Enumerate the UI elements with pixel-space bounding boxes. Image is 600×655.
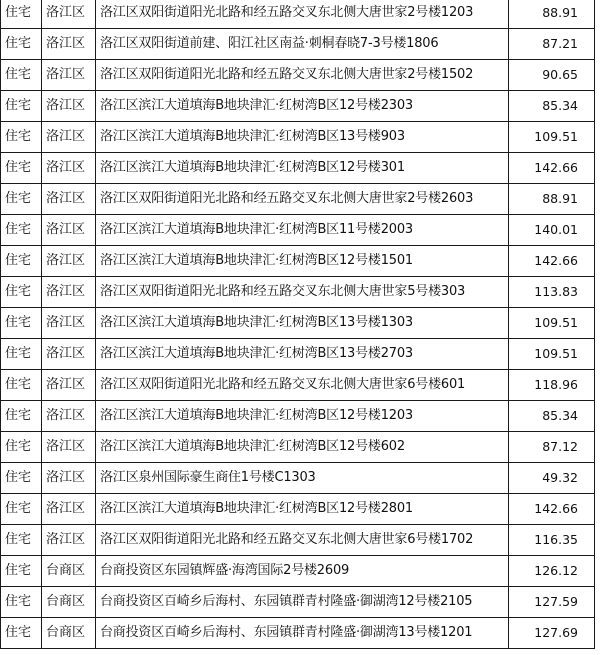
table-row <box>1 618 595 649</box>
property-type-cell: 住宅 <box>1 556 42 587</box>
table-row <box>1 153 595 184</box>
property-type-cell: 住宅 <box>1 587 42 618</box>
address-cell: 洛江区泉州国际豪生商住1号楼C1303 <box>96 463 509 494</box>
address-cell: 洛江区双阳街道阳光北路和经五路交叉东北侧大唐世家2号楼1502 <box>96 60 509 91</box>
address-cell: 洛江区双阳街道阳光北路和经五路交叉东北侧大唐世家2号楼1203 <box>96 0 509 29</box>
district-cell: 洛江区 <box>42 463 96 494</box>
table-row <box>1 339 595 370</box>
property-type-cell: 住宅 <box>1 60 42 91</box>
address-cell: 台商投资区东园镇辉盛·海湾国际2号楼2609 <box>96 556 509 587</box>
address-cell: 台商投资区百崎乡后海村、东园镇群青村隆盛·御湖湾13号楼1201 <box>96 618 509 649</box>
property-type-cell: 住宅 <box>1 215 42 246</box>
address-cell: 洛江区滨江大道填海B地块津汇·红树湾B区13号楼1303 <box>96 308 509 339</box>
district-cell: 洛江区 <box>42 0 96 29</box>
table-row <box>1 587 595 618</box>
address-cell: 洛江区滨江大道填海B地块津汇·红树湾B区12号楼2801 <box>96 494 509 525</box>
property-type-cell: 住宅 <box>1 618 42 649</box>
table-row <box>1 29 595 60</box>
district-cell: 台商区 <box>42 618 96 649</box>
area-cell: 85.34 <box>509 401 595 432</box>
district-cell: 洛江区 <box>42 432 96 463</box>
district-cell: 洛江区 <box>42 215 96 246</box>
district-cell: 洛江区 <box>42 494 96 525</box>
area-cell: 88.91 <box>509 184 595 215</box>
address-cell: 洛江区滨江大道填海B地块津汇·红树湾B区13号楼2703 <box>96 339 509 370</box>
area-cell: 126.12 <box>509 556 595 587</box>
table-row <box>1 463 595 494</box>
property-type-cell: 住宅 <box>1 91 42 122</box>
area-cell: 142.66 <box>509 153 595 184</box>
area-cell: 118.96 <box>509 370 595 401</box>
district-cell: 洛江区 <box>42 60 96 91</box>
address-cell: 台商投资区百崎乡后海村、东园镇群青村隆盛·御湖湾12号楼2105 <box>96 587 509 618</box>
table-row <box>1 122 595 153</box>
property-type-cell: 住宅 <box>1 29 42 60</box>
property-type-cell: 住宅 <box>1 339 42 370</box>
property-type-cell: 住宅 <box>1 525 42 556</box>
table-row <box>1 556 595 587</box>
table-row <box>1 432 595 463</box>
address-cell: 洛江区滨江大道填海B地块津汇·红树湾B区12号楼301 <box>96 153 509 184</box>
area-cell: 109.51 <box>509 308 595 339</box>
district-cell: 洛江区 <box>42 153 96 184</box>
address-cell: 洛江区双阳街道阳光北路和经五路交叉东北侧大唐世家5号楼303 <box>96 277 509 308</box>
district-cell: 洛江区 <box>42 246 96 277</box>
property-type-cell: 住宅 <box>1 153 42 184</box>
address-cell: 洛江区滨江大道填海B地块津汇·红树湾B区11号楼2003 <box>96 215 509 246</box>
property-type-cell: 住宅 <box>1 246 42 277</box>
area-cell: 90.65 <box>509 60 595 91</box>
address-cell: 洛江区滨江大道填海B地块津汇·红树湾B区12号楼1203 <box>96 401 509 432</box>
property-type-cell: 住宅 <box>1 370 42 401</box>
district-cell: 洛江区 <box>42 339 96 370</box>
table-row <box>1 60 595 91</box>
district-cell: 洛江区 <box>42 370 96 401</box>
property-type-cell: 住宅 <box>1 463 42 494</box>
address-cell: 洛江区双阳街道阳光北路和经五路交叉东北侧大唐世家2号楼2603 <box>96 184 509 215</box>
table-row <box>1 215 595 246</box>
address-cell: 洛江区双阳街道阳光北路和经五路交叉东北侧大唐世家6号楼1702 <box>96 525 509 556</box>
table-row <box>1 401 595 432</box>
district-cell: 洛江区 <box>42 184 96 215</box>
table-row <box>1 308 595 339</box>
property-type-cell: 住宅 <box>1 122 42 153</box>
property-type-cell: 住宅 <box>1 308 42 339</box>
table-row <box>1 525 595 556</box>
area-cell: 88.91 <box>509 0 595 29</box>
property-table-body <box>1 0 595 649</box>
area-cell: 127.69 <box>509 618 595 649</box>
address-cell: 洛江区滨江大道填海B地块津汇·红树湾B区12号楼602 <box>96 432 509 463</box>
property-type-cell: 住宅 <box>1 277 42 308</box>
district-cell: 洛江区 <box>42 122 96 153</box>
property-type-cell: 住宅 <box>1 0 42 29</box>
table-row <box>1 370 595 401</box>
area-cell: 87.21 <box>509 29 595 60</box>
area-cell: 113.83 <box>509 277 595 308</box>
area-cell: 109.51 <box>509 122 595 153</box>
address-cell: 洛江区双阳街道前建、阳江社区南益·刺桐春晓7-3号楼1806 <box>96 29 509 60</box>
table-row <box>1 277 595 308</box>
area-cell: 85.34 <box>509 91 595 122</box>
area-cell: 142.66 <box>509 494 595 525</box>
property-type-cell: 住宅 <box>1 401 42 432</box>
area-cell: 109.51 <box>509 339 595 370</box>
table-row <box>1 184 595 215</box>
table-row <box>1 91 595 122</box>
address-cell: 洛江区滨江大道填海B地块津汇·红树湾B区13号楼903 <box>96 122 509 153</box>
district-cell: 洛江区 <box>42 277 96 308</box>
district-cell: 洛江区 <box>42 91 96 122</box>
district-cell: 台商区 <box>42 587 96 618</box>
district-cell: 台商区 <box>42 556 96 587</box>
address-cell: 洛江区双阳街道阳光北路和经五路交叉东北侧大唐世家6号楼601 <box>96 370 509 401</box>
district-cell: 洛江区 <box>42 29 96 60</box>
area-cell: 116.35 <box>509 525 595 556</box>
table-row <box>1 494 595 525</box>
address-cell: 洛江区滨江大道填海B地块津汇·红树湾B区12号楼2303 <box>96 91 509 122</box>
area-cell: 49.32 <box>509 463 595 494</box>
property-type-cell: 住宅 <box>1 432 42 463</box>
area-cell: 142.66 <box>509 246 595 277</box>
area-cell: 127.59 <box>509 587 595 618</box>
address-cell: 洛江区滨江大道填海B地块津汇·红树湾B区12号楼1501 <box>96 246 509 277</box>
district-cell: 洛江区 <box>42 401 96 432</box>
area-cell: 87.12 <box>509 432 595 463</box>
district-cell: 洛江区 <box>42 525 96 556</box>
district-cell: 洛江区 <box>42 308 96 339</box>
area-cell: 140.01 <box>509 215 595 246</box>
property-type-cell: 住宅 <box>1 494 42 525</box>
property-type-cell: 住宅 <box>1 184 42 215</box>
table-row <box>1 0 595 29</box>
table-row <box>1 246 595 277</box>
